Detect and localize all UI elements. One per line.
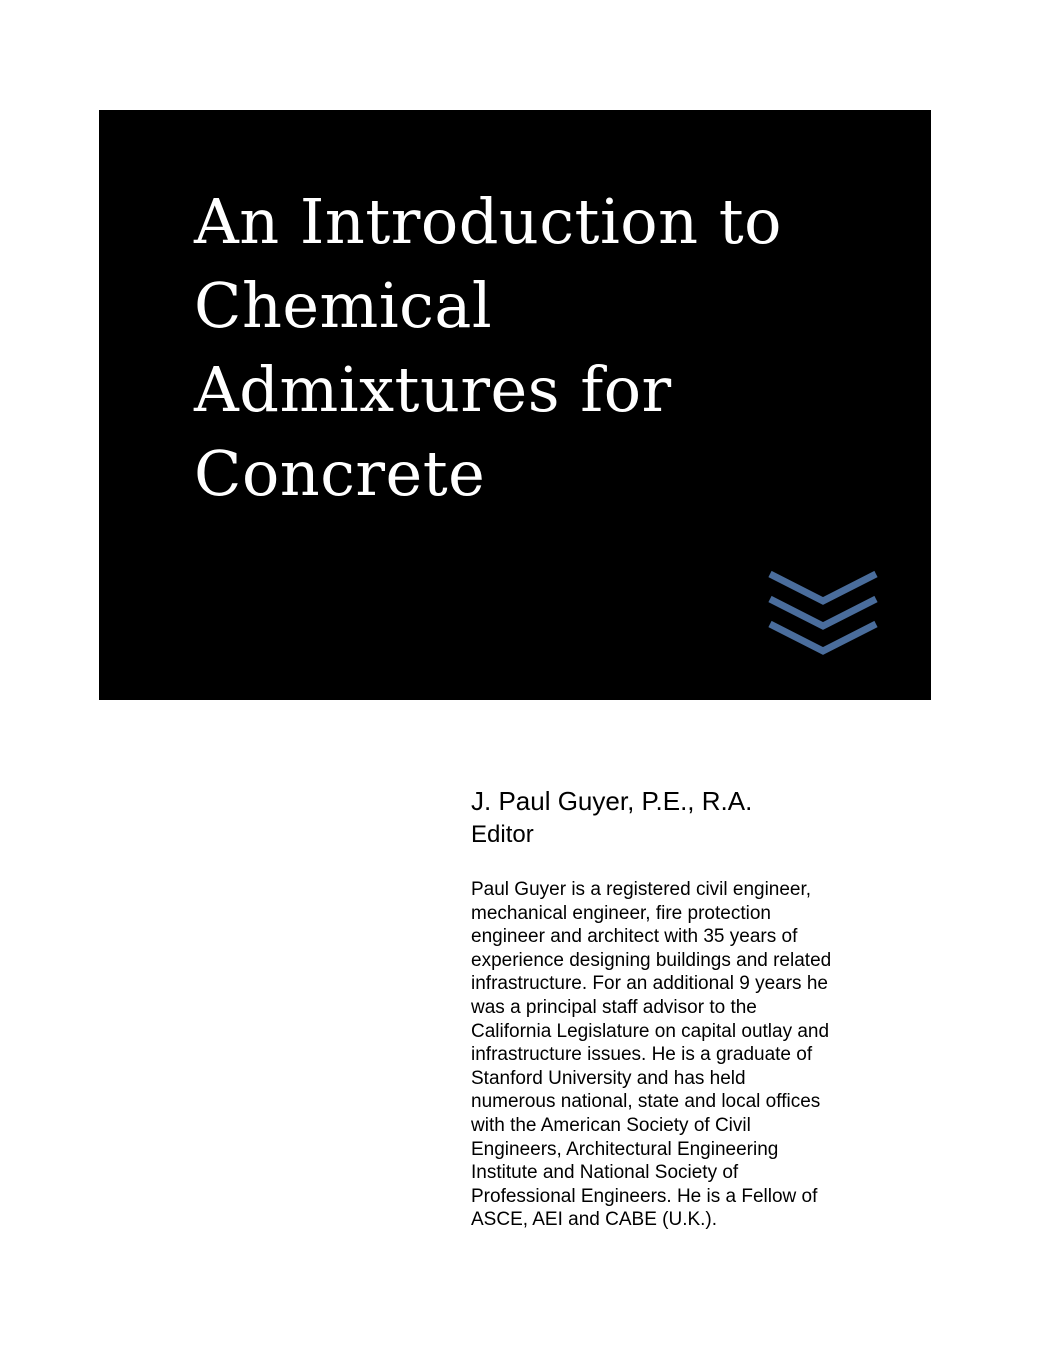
bio-line: Paul Guyer is a registered civil engineer, [471, 879, 812, 900]
author-name: J. Paul Guyer, P.E., R.A. [471, 786, 753, 816]
bio-line: mechanical engineer, fire protection [471, 902, 771, 924]
bio-line: infrastructure. For an additional 9 years he [471, 973, 828, 995]
bio-line: with the American Society of Civil [471, 1114, 751, 1136]
author-role: Editor [471, 821, 534, 848]
book-title-line: Chemical [194, 269, 493, 342]
bio-line: numerous national, state and local offices [471, 1091, 821, 1113]
bio-line: Stanford University and has held [471, 1067, 746, 1089]
bio-line: infrastructure issues. He is a graduate of [471, 1044, 813, 1066]
book-title-line: Admixtures for [194, 353, 672, 426]
book-title-line: An Introduction to [194, 185, 783, 258]
bio-line: Institute and National Society of [471, 1162, 739, 1184]
bio-line: California Legislature on capital outlay and [471, 1020, 830, 1042]
bio-line: Professional Engineers. He is a Fellow of [471, 1185, 818, 1207]
triple-chevron-down-icon [768, 570, 878, 662]
book-title-line: Concrete [194, 437, 486, 510]
bio-line: ASCE, AEI and CABE (U.K.). [471, 1209, 718, 1231]
bio-line: engineer and architect with 35 years of [471, 926, 798, 948]
bio-line: Engineers, Architectural Engineering [471, 1138, 779, 1160]
author-bio [471, 878, 891, 1232]
author-block [471, 784, 891, 852]
book-title [194, 180, 782, 516]
bio-line: was a principal staff advisor to the [471, 996, 757, 1018]
bio-line: experience designing buildings and related [471, 949, 832, 971]
